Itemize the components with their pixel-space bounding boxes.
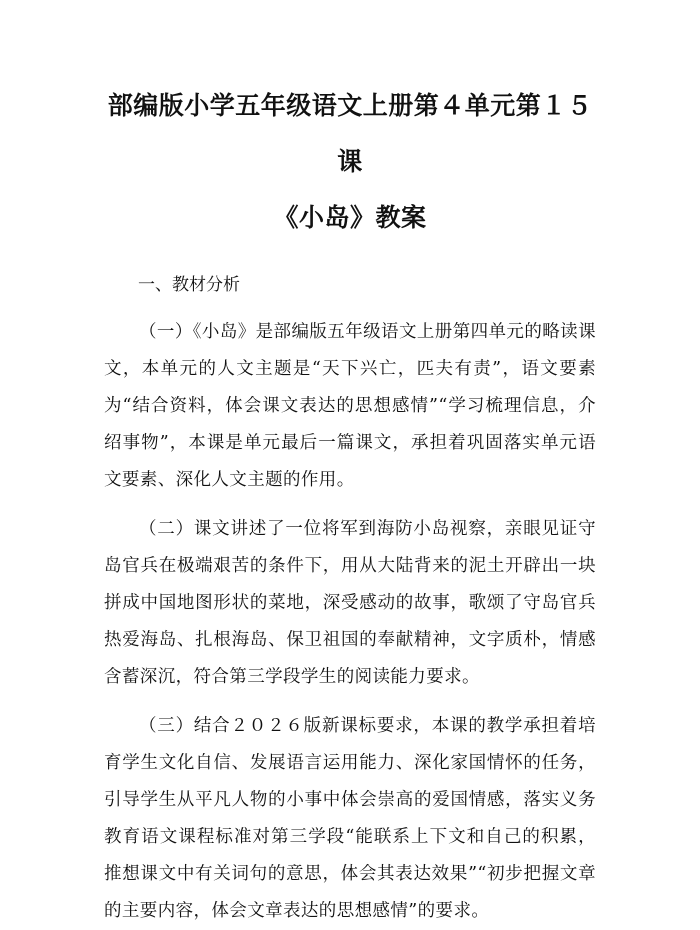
title-line-1: 部编版小学五年级语文上册第４单元第１５课: [107, 91, 593, 176]
document-title: [104, 78, 596, 246]
paragraph-2: （二）课文讲述了一位将军到海防小岛视察，亲眼见证守岛官兵在极端艰苦的条件下，用从大陆背来的泥土开辟出一块拼成中国地图形状的菜地，深受感动的故事，歌颂了守岛官兵热爱海岛、扎根海岛、保卫祖国的奉献精神，文字质朴，情感含蓄深沉，符合第三学段学生的阅读能力要求。: [104, 519, 596, 687]
paragraph-3: （三）结合２０２６版新课标要求，本课的教学承担着培育学生文化自信、发展语言运用能力、深化家国情怀的任务，引导学生从平凡人物的小事中体会崇高的爱国情感，落实义务教育语文课程标准对第三学段“能联系上下文和自己的积累，推想课文中有关词句的意思，体会其表达效果”“初步把握文章的主要内容，体会文章表达的思想感情”的要求。: [104, 716, 596, 921]
section-heading: 一、教材分析: [138, 275, 240, 295]
title-line-2: 《小岛》教案: [273, 203, 427, 232]
paragraph-1: （一）《小岛》是部编版五年级语文上册第四单元的略读课文，本单元的人文主题是“天下兴亡，匹夫有责”，语文要素为“结合资料，体会课文表达的思想感情”“学习梳理信息，介绍事物”，本课是单元最后一篇课文，承担着巩固落实单元语文要素、深化人文主题的作用。: [104, 322, 596, 490]
